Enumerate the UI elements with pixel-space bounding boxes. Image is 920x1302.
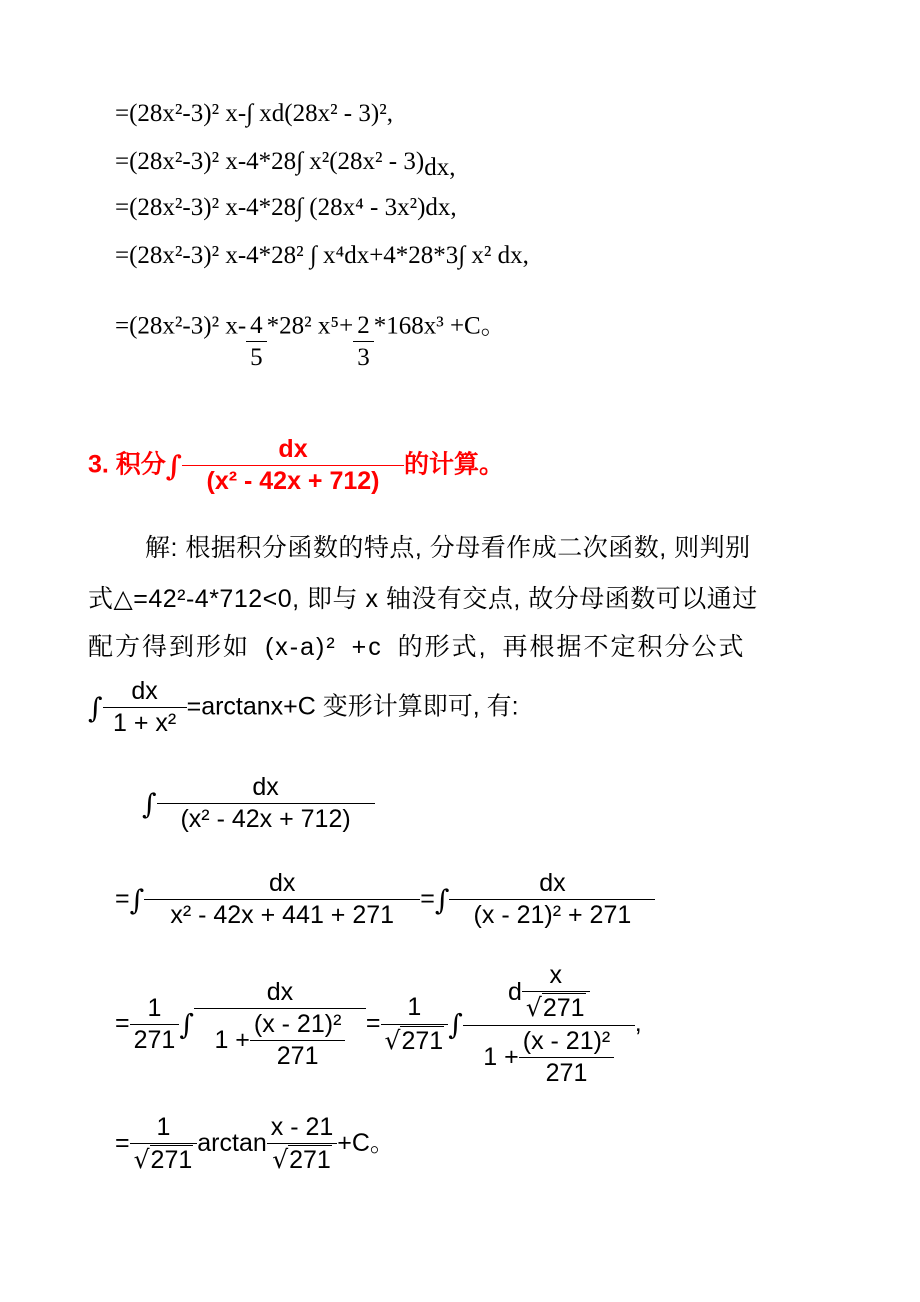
line5-mid: *28² x⁵+: [266, 312, 354, 340]
solution-line-3: 配方得到形如 (x-a)² +c 的形式, 再根据不定积分公式: [88, 633, 746, 661]
fraction-num: dx: [266, 977, 294, 1006]
sqrt-271: [268, 1144, 336, 1176]
fraction-num: (x - 21)²: [522, 1026, 611, 1055]
fraction-num: dx: [278, 435, 308, 463]
fraction-num: 4: [250, 312, 263, 339]
radical-sign: √: [525, 993, 542, 1023]
fraction-den: 3: [357, 344, 370, 372]
integral-symbol: ∫: [88, 691, 103, 725]
equals-sign: =: [115, 1128, 130, 1157]
arctan-argument-fraction: [267, 1112, 338, 1177]
differential-d: d: [508, 977, 522, 1006]
line5-end: *168x³ +C。: [373, 312, 506, 340]
fraction-den: x² - 42x + 441 + 271: [170, 901, 395, 930]
fraction-den: 271: [545, 1058, 588, 1087]
equals-sign: =: [115, 1009, 130, 1038]
trailing-comma: ,: [634, 1009, 642, 1038]
fraction-num-compound: [504, 960, 594, 1025]
equals-sign: =: [365, 1009, 381, 1038]
sqrt-271: [130, 1144, 198, 1176]
heading-fraction: [182, 434, 404, 498]
line5-start: =(28x²-3)² x-: [115, 312, 247, 340]
inner-fraction: [250, 1009, 346, 1073]
fraction-num: dx: [131, 677, 158, 705]
heading-suffix: 的计算。: [404, 450, 505, 479]
arctan-text: arctan: [197, 1128, 267, 1157]
fraction-num: (x - 21)²: [253, 1009, 342, 1038]
den-lead: 1 +: [483, 1042, 519, 1071]
step2-fraction-b: [463, 960, 635, 1089]
equals-sign: =: [420, 884, 435, 913]
equals-sign: =: [115, 884, 130, 913]
arctan-formula-line: [88, 676, 519, 740]
fraction-num: 1: [407, 993, 422, 1022]
section-3-heading: [88, 434, 504, 498]
fraction-num: x - 21: [270, 1113, 334, 1141]
fraction-den-compound: [479, 1026, 618, 1090]
fraction-den: 271: [276, 1042, 319, 1071]
step0-fraction: [157, 772, 375, 836]
fraction-den: (x - 21)² + 271: [473, 901, 632, 930]
fraction-den: 5: [250, 344, 263, 372]
integral-symbol: ∫: [165, 449, 183, 483]
heading-prefix: 3. 积分: [88, 450, 166, 479]
step-3: [115, 1112, 395, 1177]
plus-c: +C。: [337, 1128, 395, 1157]
derivation-line-2-main: =(28x²-3)² x-4*28∫ x²(28x² - 3): [115, 148, 425, 175]
integral-symbol: ∫: [142, 787, 157, 821]
derivation-line-1: =(28x²-3)² x-∫ xd(28x² - 3)²,: [115, 100, 393, 127]
step-1: [115, 868, 655, 932]
fraction-num: dx: [269, 869, 296, 897]
fraction-den: 271: [133, 1026, 176, 1054]
coefficient-fraction-sqrt: [130, 1112, 198, 1177]
fraction-num: 1: [147, 993, 162, 1022]
radicand: 271: [150, 1146, 193, 1175]
derivation-line-2: [115, 148, 456, 181]
fraction-num: 1: [156, 1113, 171, 1141]
radicand: 271: [289, 1146, 331, 1175]
fraction-num: x: [549, 961, 562, 989]
derivation-line-5: [115, 296, 506, 372]
step-0: [142, 772, 375, 836]
sqrt-271: [381, 1025, 449, 1057]
formula-tail: =arctanx+C 变形计算即可, 有:: [186, 692, 519, 721]
sqrt-271: [522, 992, 590, 1024]
inner-fraction: [519, 1026, 615, 1090]
derivation-line-2-dx: dx,: [424, 154, 456, 181]
fraction-num: dx: [539, 869, 566, 897]
fraction-num: 2: [357, 312, 370, 339]
formula-fraction: [103, 676, 187, 740]
derivation-line-4: =(28x²-3)² x-4*28² ∫ x⁴dx+4*28*3∫ x² dx,: [115, 242, 529, 269]
fraction-2-3: [353, 310, 374, 374]
derivation-line-3: =(28x²-3)² x-4*28∫ (28x⁴ - 3x²)dx,: [115, 194, 457, 221]
x-over-sqrt271: [522, 960, 590, 1025]
radicand: 271: [542, 994, 585, 1023]
radical-sign: √: [272, 1145, 289, 1175]
radical-sign: √: [384, 1025, 401, 1055]
coefficient-fraction-sqrt: [381, 992, 449, 1057]
radicand: 271: [401, 1026, 444, 1055]
fraction-4-5: [246, 310, 267, 374]
coefficient-fraction: [130, 993, 180, 1057]
solution-line-2: 式△=42²-4*712<0, 即与 x 轴没有交点, 故分母函数可以通过: [88, 585, 758, 613]
integral-symbol: ∫: [448, 1008, 463, 1041]
step1-fraction-b: [449, 868, 655, 932]
integral-symbol: ∫: [129, 883, 145, 917]
fraction-den: (x² - 42x + 712): [206, 467, 380, 496]
fraction-den: (x² - 42x + 712): [180, 805, 351, 834]
integral-symbol: ∫: [179, 1008, 194, 1041]
step1-fraction-a: [144, 868, 420, 932]
integral-symbol: ∫: [434, 883, 450, 917]
solution-line-1: 解: 根据积分函数的特点, 分母看作成二次函数, 则判别: [145, 534, 751, 562]
den-lead: 1 +: [214, 1026, 250, 1054]
fraction-num: dx: [252, 773, 279, 801]
radical-sign: √: [133, 1145, 150, 1175]
step-2: [115, 960, 642, 1089]
step2-fraction-a: [194, 977, 366, 1073]
fraction-den: 1 + x²: [112, 709, 177, 738]
fraction-den-compound: [210, 1009, 349, 1073]
